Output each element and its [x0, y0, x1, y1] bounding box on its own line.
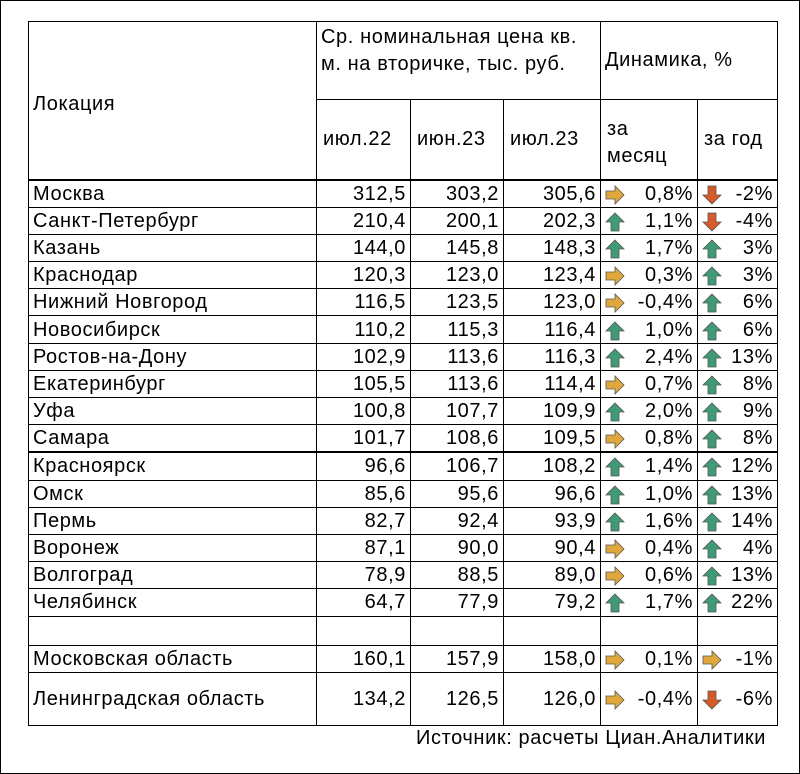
change-year — [698, 370, 778, 397]
price-jul22: 102,9 — [317, 343, 411, 370]
change-month — [601, 507, 698, 534]
price-jul23: 126,0 — [504, 672, 601, 725]
price-jul23: 158,0 — [504, 645, 601, 672]
change-month — [601, 589, 698, 616]
change-year-value: 13% — [731, 564, 773, 587]
change-year — [698, 343, 778, 370]
header-col-jun23: июн.23 — [411, 100, 504, 180]
header-col-jul22: июл.22 — [317, 100, 411, 180]
change-month-value: 0,3% — [645, 264, 693, 287]
change-month-value: 0,1% — [645, 647, 693, 670]
table-row — [29, 289, 778, 316]
change-month — [601, 562, 698, 589]
table-row — [29, 589, 778, 616]
price-jul23: 90,4 — [504, 534, 601, 561]
price-jul23: 96,6 — [504, 480, 601, 507]
up-arrow-icon — [702, 375, 722, 395]
up-arrow-icon — [605, 593, 625, 613]
price-jul22: 312,5 — [317, 180, 411, 208]
table-row — [29, 672, 778, 725]
price-table — [28, 21, 778, 726]
price-jul22: 87,1 — [317, 534, 411, 561]
up-arrow-icon — [702, 593, 722, 613]
table-row — [29, 262, 778, 289]
change-month — [601, 534, 698, 561]
down-arrow-icon — [702, 690, 722, 710]
change-year — [698, 589, 778, 616]
price-jul22: 82,7 — [317, 507, 411, 534]
empty-cell — [698, 616, 778, 645]
table-row — [29, 180, 778, 208]
change-month-value: 1,4% — [645, 455, 693, 478]
table-body — [29, 180, 778, 726]
right-arrow-icon — [702, 650, 722, 670]
change-year-value: 3% — [742, 236, 773, 259]
right-arrow-icon — [605, 650, 625, 670]
price-jun23: 77,9 — [411, 589, 504, 616]
price-jul22: 134,2 — [317, 672, 411, 725]
change-year — [698, 480, 778, 507]
up-arrow-icon — [605, 348, 625, 368]
change-month — [601, 262, 698, 289]
price-jul22: 64,7 — [317, 589, 411, 616]
price-jul23: 89,0 — [504, 562, 601, 589]
table-row — [29, 507, 778, 534]
right-arrow-icon — [605, 266, 625, 286]
change-year-value: 3% — [742, 264, 773, 287]
price-jun23: 92,4 — [411, 507, 504, 534]
price-jul22: 160,1 — [317, 645, 411, 672]
change-year-value: -6% — [735, 687, 773, 710]
price-jul22: 120,3 — [317, 262, 411, 289]
up-arrow-icon — [605, 212, 625, 232]
right-arrow-icon — [605, 690, 625, 710]
change-year-value: 9% — [742, 400, 773, 423]
change-month — [601, 180, 698, 208]
empty-cell — [504, 616, 601, 645]
header-location: Локация — [29, 22, 317, 180]
price-jun23: 126,5 — [411, 672, 504, 725]
price-jun23: 107,7 — [411, 398, 504, 425]
up-arrow-icon — [702, 512, 722, 532]
down-arrow-icon — [702, 185, 722, 205]
price-jun23: 113,6 — [411, 370, 504, 397]
header-col-jul23: июл.23 — [504, 100, 601, 180]
change-month-value: 2,4% — [645, 345, 693, 368]
change-month — [601, 645, 698, 672]
location-name: Ростов-на-Дону — [29, 343, 317, 370]
price-jul22: 96,6 — [317, 452, 411, 480]
header-col-month: за месяц — [601, 100, 698, 180]
up-arrow-icon — [605, 239, 625, 259]
location-name: Пермь — [29, 507, 317, 534]
change-month — [601, 672, 698, 725]
location-name: Волгоград — [29, 562, 317, 589]
change-month-value: 1,7% — [645, 591, 693, 614]
change-year — [698, 507, 778, 534]
up-arrow-icon — [702, 321, 722, 341]
price-jun23: 90,0 — [411, 534, 504, 561]
up-arrow-icon — [702, 539, 722, 559]
price-jul22: 100,8 — [317, 398, 411, 425]
location-name: Московская область — [29, 645, 317, 672]
change-month-value: -0,4% — [637, 291, 693, 314]
header-dynamics-title: Динамика, % — [601, 22, 778, 100]
price-jun23: 123,0 — [411, 262, 504, 289]
right-arrow-icon — [605, 293, 625, 313]
price-jul23: 123,4 — [504, 262, 601, 289]
table-row — [29, 534, 778, 561]
up-arrow-icon — [605, 321, 625, 341]
price-jun23: 157,9 — [411, 645, 504, 672]
change-year-value: 14% — [731, 509, 773, 532]
empty-cell — [317, 616, 411, 645]
up-arrow-icon — [605, 512, 625, 532]
change-year — [698, 562, 778, 589]
change-month-value: 1,6% — [645, 509, 693, 532]
up-arrow-icon — [702, 402, 722, 422]
price-jul23: 116,3 — [504, 343, 601, 370]
change-month — [601, 480, 698, 507]
price-jul23: 114,4 — [504, 370, 601, 397]
table-row — [29, 645, 778, 672]
price-jul22: 85,6 — [317, 480, 411, 507]
change-year-value: -2% — [735, 182, 773, 205]
change-year — [698, 180, 778, 208]
price-jul22: 110,2 — [317, 316, 411, 343]
change-year — [698, 425, 778, 453]
change-month — [601, 289, 698, 316]
price-jun23: 145,8 — [411, 234, 504, 261]
change-year — [698, 262, 778, 289]
change-month-value: 0,4% — [645, 537, 693, 560]
change-year — [698, 316, 778, 343]
change-month — [601, 343, 698, 370]
location-name: Санкт-Петербург — [29, 207, 317, 234]
price-jun23: 123,5 — [411, 289, 504, 316]
up-arrow-icon — [702, 293, 722, 313]
source-note: Источник: расчеты Циан.Аналитики — [416, 727, 766, 749]
change-month — [601, 370, 698, 397]
table-row — [29, 562, 778, 589]
price-jun23: 200,1 — [411, 207, 504, 234]
change-month-value: 0,8% — [645, 182, 693, 205]
table-row — [29, 370, 778, 397]
change-month — [601, 452, 698, 480]
right-arrow-icon — [605, 429, 625, 449]
up-arrow-icon — [702, 266, 722, 286]
up-arrow-icon — [605, 457, 625, 477]
change-year-value: 13% — [731, 345, 773, 368]
location-name: Ленинградская область — [29, 672, 317, 725]
change-month — [601, 425, 698, 453]
location-name: Омск — [29, 480, 317, 507]
table-row — [29, 207, 778, 234]
location-name: Красноярск — [29, 452, 317, 480]
price-jul22: 105,5 — [317, 370, 411, 397]
change-year-value: 13% — [731, 482, 773, 505]
empty-cell — [411, 616, 504, 645]
up-arrow-icon — [702, 485, 722, 505]
table-row — [29, 343, 778, 370]
price-jul23: 116,4 — [504, 316, 601, 343]
change-year — [698, 534, 778, 561]
change-month — [601, 316, 698, 343]
change-year-value: -1% — [735, 647, 773, 670]
change-month — [601, 398, 698, 425]
change-year-value: 22% — [731, 591, 773, 614]
price-jul23: 109,9 — [504, 398, 601, 425]
change-month-value: 1,7% — [645, 236, 693, 259]
header-price-title: Ср. номинальная цена кв. м. на вторичке, тыс. руб. — [317, 22, 601, 100]
change-month — [601, 207, 698, 234]
right-arrow-icon — [605, 185, 625, 205]
table-row — [29, 316, 778, 343]
price-jun23: 88,5 — [411, 562, 504, 589]
table-row — [29, 480, 778, 507]
change-month — [601, 234, 698, 261]
change-month-value: 0,6% — [645, 564, 693, 587]
up-arrow-icon — [702, 429, 722, 449]
change-year-value: -4% — [735, 209, 773, 232]
price-jul22: 116,5 — [317, 289, 411, 316]
price-jul22: 144,0 — [317, 234, 411, 261]
location-name: Челябинск — [29, 589, 317, 616]
empty-cell — [29, 616, 317, 645]
change-month-value: 0,7% — [645, 372, 693, 395]
change-year — [698, 398, 778, 425]
price-jun23: 95,6 — [411, 480, 504, 507]
price-jul23: 123,0 — [504, 289, 601, 316]
change-year — [698, 645, 778, 672]
location-name: Уфа — [29, 398, 317, 425]
table-row — [29, 398, 778, 425]
table-row — [29, 234, 778, 261]
spacer-row — [29, 616, 778, 645]
change-year-value: 8% — [742, 372, 773, 395]
up-arrow-icon — [702, 239, 722, 259]
change-month-value: -0,4% — [637, 687, 693, 710]
change-year-value: 8% — [742, 427, 773, 450]
right-arrow-icon — [605, 539, 625, 559]
header-col-year: за год — [698, 100, 778, 180]
change-year-value: 6% — [742, 318, 773, 341]
location-name: Казань — [29, 234, 317, 261]
empty-cell — [601, 616, 698, 645]
up-arrow-icon — [702, 348, 722, 368]
price-jul23: 202,3 — [504, 207, 601, 234]
up-arrow-icon — [605, 485, 625, 505]
location-name: Нижний Новгород — [29, 289, 317, 316]
price-jul23: 93,9 — [504, 507, 601, 534]
price-jul23: 109,5 — [504, 425, 601, 453]
change-year-value: 4% — [742, 537, 773, 560]
location-name: Екатеринбург — [29, 370, 317, 397]
price-jun23: 303,2 — [411, 180, 504, 208]
change-year — [698, 234, 778, 261]
change-year — [698, 289, 778, 316]
price-jul23: 148,3 — [504, 234, 601, 261]
price-jul22: 101,7 — [317, 425, 411, 453]
price-jul23: 108,2 — [504, 452, 601, 480]
right-arrow-icon — [605, 375, 625, 395]
right-arrow-icon — [605, 566, 625, 586]
up-arrow-icon — [605, 402, 625, 422]
change-month-value: 0,8% — [645, 427, 693, 450]
location-name: Воронеж — [29, 534, 317, 561]
location-name: Новосибирск — [29, 316, 317, 343]
price-jun23: 113,6 — [411, 343, 504, 370]
change-month-value: 1,0% — [645, 482, 693, 505]
price-jun23: 115,3 — [411, 316, 504, 343]
change-month-value: 1,0% — [645, 318, 693, 341]
change-month-value: 1,1% — [645, 209, 693, 232]
change-month-value: 2,0% — [645, 400, 693, 423]
table-row — [29, 425, 778, 453]
location-name: Москва — [29, 180, 317, 208]
price-jul22: 78,9 — [317, 562, 411, 589]
down-arrow-icon — [702, 212, 722, 232]
table-row — [29, 452, 778, 480]
price-jun23: 106,7 — [411, 452, 504, 480]
location-name: Краснодар — [29, 262, 317, 289]
change-year — [698, 207, 778, 234]
change-year — [698, 452, 778, 480]
price-jul23: 305,6 — [504, 180, 601, 208]
price-jul22: 210,4 — [317, 207, 411, 234]
up-arrow-icon — [702, 566, 722, 586]
change-year — [698, 672, 778, 725]
change-year-value: 12% — [731, 455, 773, 478]
up-arrow-icon — [702, 457, 722, 477]
price-jun23: 108,6 — [411, 425, 504, 453]
location-name: Самара — [29, 425, 317, 453]
change-year-value: 6% — [742, 291, 773, 314]
price-jul23: 79,2 — [504, 589, 601, 616]
